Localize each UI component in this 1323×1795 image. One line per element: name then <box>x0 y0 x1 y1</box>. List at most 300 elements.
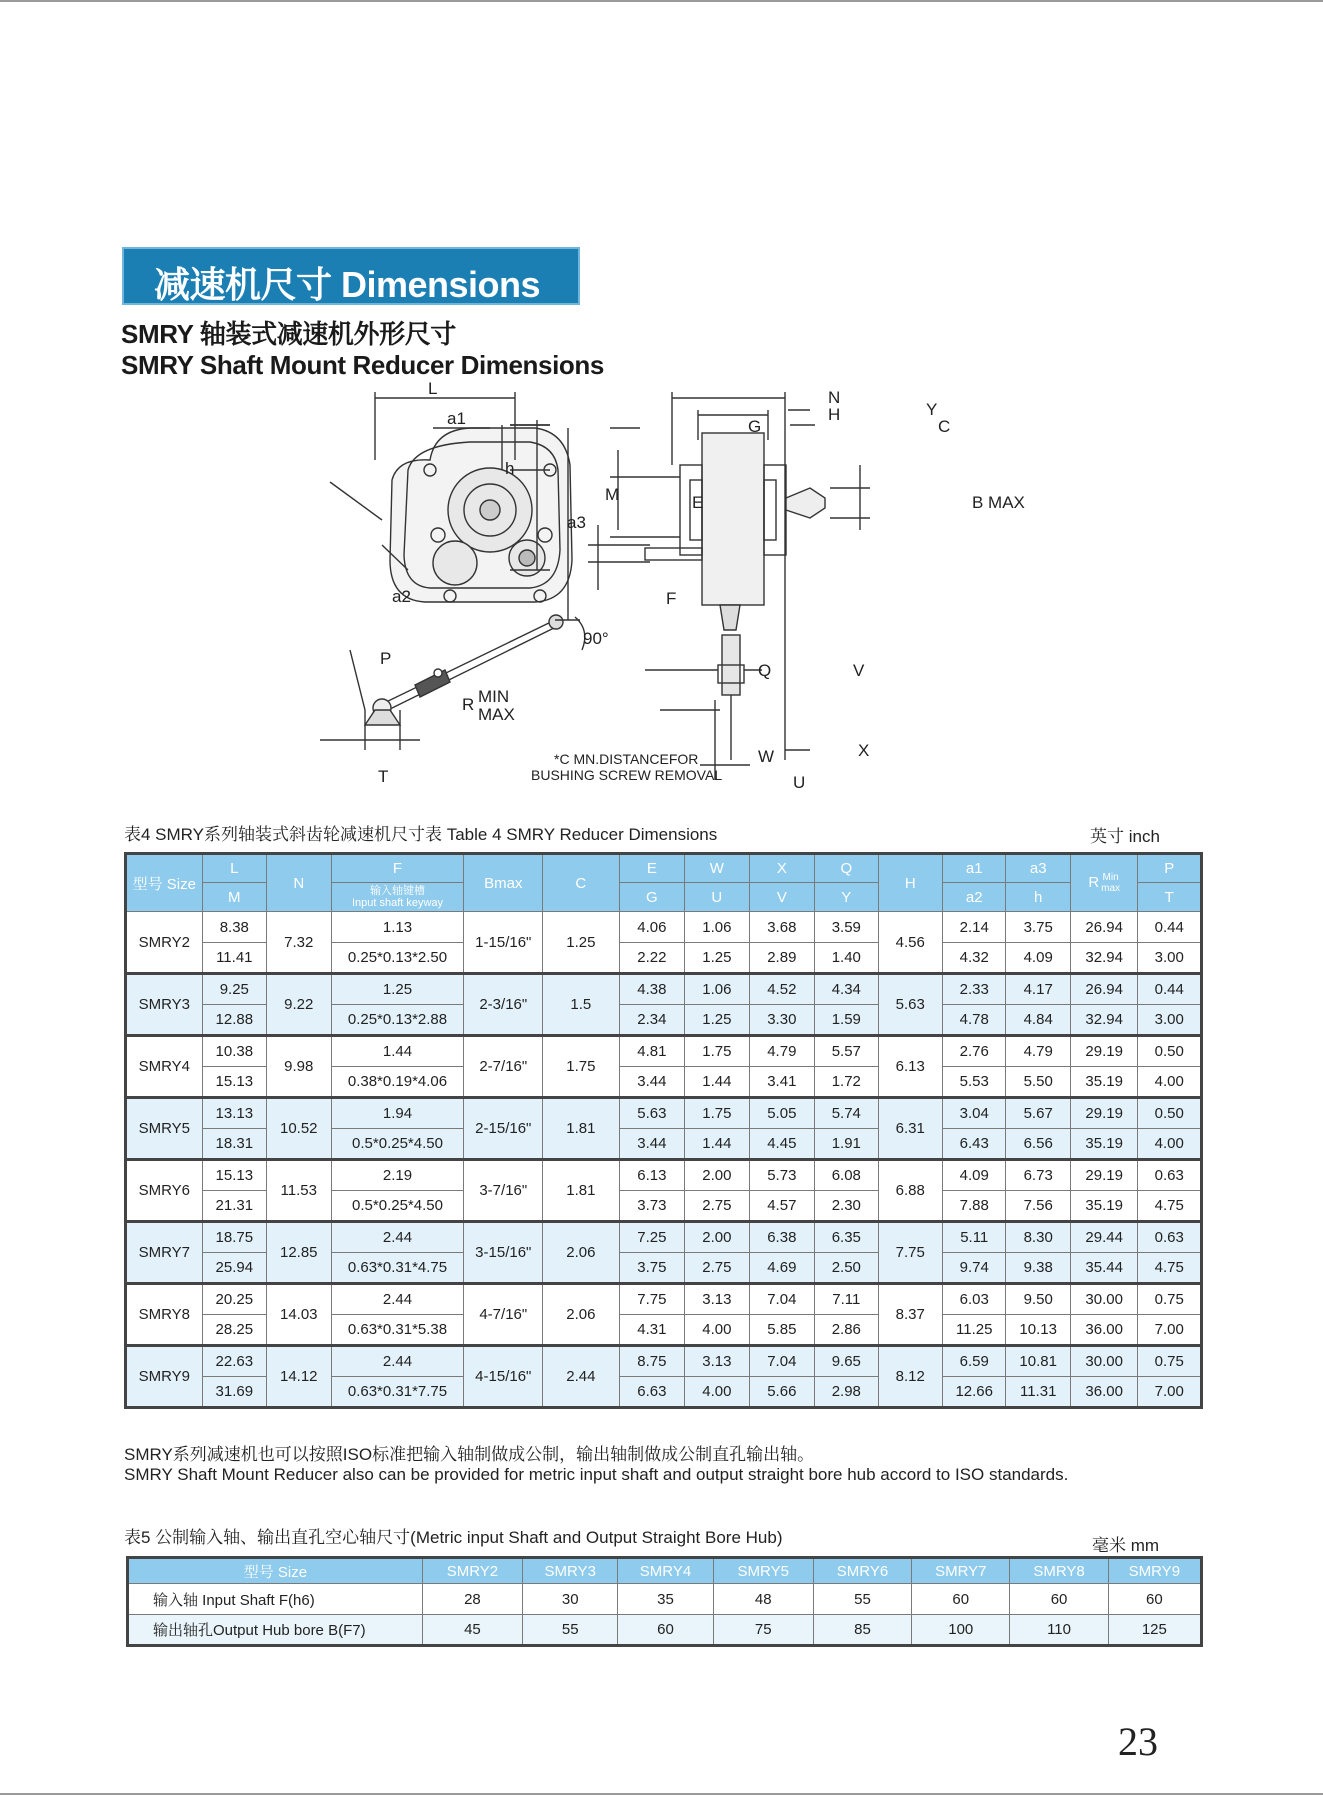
col-a1: a1 <box>943 854 1006 883</box>
cell-T: 7.00 <box>1138 1377 1202 1408</box>
t5-cell: 55 <box>813 1584 911 1615</box>
table-row <box>126 1222 1202 1253</box>
cell-Y: 2.50 <box>815 1253 878 1284</box>
t5-col-model: SMRY3 <box>523 1558 618 1584</box>
cell-Rmax: 35.44 <box>1070 1253 1138 1284</box>
cell-Bmax: 4-7/16" <box>464 1284 543 1346</box>
cell-size: SMRY9 <box>126 1346 203 1408</box>
cell-F: 1.25 <box>331 974 464 1005</box>
cell-F-keyway: 0.63*0.31*4.75 <box>331 1253 464 1284</box>
cell-T: 4.00 <box>1138 1129 1202 1160</box>
cell-F: 1.13 <box>331 912 464 943</box>
cell-T: 4.75 <box>1138 1191 1202 1222</box>
cell-Rmin: 26.94 <box>1070 912 1138 943</box>
dim-G: G <box>748 417 762 436</box>
reducer-dimension-drawing <box>320 370 1060 800</box>
t5-col-model: SMRY8 <box>1010 1558 1108 1584</box>
metric-shaft-table <box>126 1556 1203 1647</box>
note-english: SMRY Shaft Mount Reducer also can be provided for metric input shaft and output straight bore hub accord to ISO standards. <box>124 1465 1069 1484</box>
col-V: V <box>749 883 814 912</box>
col-Y: Y <box>815 883 878 912</box>
cell-M: 28.25 <box>202 1315 266 1346</box>
cell-Q: 5.74 <box>815 1098 878 1129</box>
table-row <box>126 912 1202 943</box>
cell-Y: 1.91 <box>815 1129 878 1160</box>
section-banner <box>122 247 580 305</box>
cell-a3: 4.79 <box>1006 1036 1070 1067</box>
cell-L: 10.38 <box>202 1036 266 1067</box>
cell-F: 2.44 <box>331 1222 464 1253</box>
col-X: X <box>749 854 814 883</box>
dim-R: R <box>462 695 475 714</box>
cell-W: 1.75 <box>685 1098 749 1129</box>
col-L: L <box>202 854 266 883</box>
cell-E: 4.81 <box>619 1036 684 1067</box>
cell-Bmax: 2-7/16" <box>464 1036 543 1098</box>
col-R-label: R <box>1088 873 1100 891</box>
t5-col-model: SMRY9 <box>1108 1558 1201 1584</box>
cell-W: 3.13 <box>685 1284 749 1315</box>
table-row <box>126 1160 1202 1191</box>
cell-L: 13.13 <box>202 1098 266 1129</box>
col-F-keyway-en: Input shaft keyway <box>351 897 444 909</box>
section-title: 减速机尺寸 Dimensions <box>154 264 541 305</box>
top-rule <box>0 0 1323 2</box>
cell-V: 2.89 <box>749 943 814 974</box>
cell-h: 4.09 <box>1006 943 1070 974</box>
col-G: G <box>619 883 684 912</box>
output-shaft-stub <box>786 488 825 518</box>
cell-Q: 5.57 <box>815 1036 878 1067</box>
cell-h: 9.38 <box>1006 1253 1070 1284</box>
cell-V: 4.69 <box>749 1253 814 1284</box>
cell-X: 4.79 <box>749 1036 814 1067</box>
cell-C: 1.5 <box>543 974 620 1036</box>
cell-F-keyway: 0.63*0.31*7.75 <box>331 1377 464 1408</box>
dim-Q: Q <box>758 661 772 680</box>
t5-cell: 85 <box>813 1615 911 1646</box>
cell-P: 0.50 <box>1138 1036 1202 1067</box>
cell-Rmin: 29.19 <box>1070 1036 1138 1067</box>
cell-Bmax: 2-3/16" <box>464 974 543 1036</box>
cell-Rmin: 29.44 <box>1070 1222 1138 1253</box>
reducer-dimensions-table <box>124 852 1203 1409</box>
cell-C: 1.81 <box>543 1098 620 1160</box>
cell-a3: 5.67 <box>1006 1098 1070 1129</box>
cell-Y: 1.59 <box>815 1005 878 1036</box>
cell-Rmax: 36.00 <box>1070 1377 1138 1408</box>
dim-90: 90° <box>583 629 609 648</box>
input-shaft <box>519 550 535 566</box>
col-size-label: 型号 Size <box>132 875 196 893</box>
cell-U: 2.75 <box>685 1191 749 1222</box>
dim-T: T <box>378 767 389 786</box>
dim-M: M <box>605 485 620 504</box>
cell-a3: 9.50 <box>1006 1284 1070 1315</box>
cell-Rmax: 32.94 <box>1070 1005 1138 1036</box>
t5-cell: 125 <box>1108 1615 1201 1646</box>
cell-F-keyway: 0.25*0.13*2.50 <box>331 943 464 974</box>
cell-N: 14.12 <box>267 1346 331 1408</box>
cell-Rmin: 30.00 <box>1070 1346 1138 1377</box>
col-E: E <box>619 854 684 883</box>
subtitle-english: SMRY Shaft Mount Reducer Dimensions <box>121 350 604 380</box>
t5-col-model: SMRY6 <box>813 1558 911 1584</box>
cell-Q: 9.65 <box>815 1346 878 1377</box>
cell-Rmax: 35.19 <box>1070 1191 1138 1222</box>
cell-T: 3.00 <box>1138 1005 1202 1036</box>
cell-h: 7.56 <box>1006 1191 1070 1222</box>
dim-U: U <box>793 773 806 792</box>
cell-Bmax: 3-7/16" <box>464 1160 543 1222</box>
cell-T: 3.00 <box>1138 943 1202 974</box>
cell-size: SMRY2 <box>126 912 203 974</box>
col-N: N <box>267 854 331 912</box>
cell-Y: 1.72 <box>815 1067 878 1098</box>
cell-X: 6.38 <box>749 1222 814 1253</box>
col-P: P <box>1138 854 1202 883</box>
cell-G: 6.63 <box>619 1377 684 1408</box>
dim-a2: a2 <box>392 587 411 606</box>
cell-C: 2.06 <box>543 1222 620 1284</box>
cell-size: SMRY3 <box>126 974 203 1036</box>
t5-cell: 60 <box>1010 1584 1108 1615</box>
dim-N-label: N <box>828 388 841 407</box>
cell-W: 1.06 <box>685 974 749 1005</box>
col-W: W <box>685 854 749 883</box>
table-row <box>128 1615 1202 1646</box>
cell-h: 11.31 <box>1006 1377 1070 1408</box>
col-Q: Q <box>815 854 878 883</box>
cell-E: 7.25 <box>619 1222 684 1253</box>
cell-Q: 6.08 <box>815 1160 878 1191</box>
dim-min: MIN <box>478 687 510 706</box>
t5-col-size: 型号 Size <box>128 1558 423 1584</box>
cell-P: 0.63 <box>1138 1222 1202 1253</box>
cell-a3: 6.73 <box>1006 1160 1070 1191</box>
table-row <box>126 1036 1202 1067</box>
table4-body <box>126 912 1202 1408</box>
cell-Q: 4.34 <box>815 974 878 1005</box>
cell-Rmax: 32.94 <box>1070 943 1138 974</box>
cell-H: 6.13 <box>878 1036 942 1098</box>
note-chinese: SMRY系列减速机也可以按照ISO标准把输入轴制做成公制，输出轴制做成公制直孔输出轴。 <box>124 1445 815 1464</box>
cell-F-keyway: 0.38*0.19*4.06 <box>331 1067 464 1098</box>
dim-max: MAX <box>478 705 515 724</box>
cell-size: SMRY8 <box>126 1284 203 1346</box>
cell-E: 5.63 <box>619 1098 684 1129</box>
t5-cell: 60 <box>1108 1584 1201 1615</box>
cell-H: 5.63 <box>878 974 942 1036</box>
cell-E: 6.13 <box>619 1160 684 1191</box>
col-C: C <box>543 854 620 912</box>
table5-caption: 表5 公制输入轴、输出直孔空心轴尺寸(Metric input Shaft and Output Straight Bore Hub) <box>124 1528 783 1547</box>
table-row <box>126 1346 1202 1377</box>
cell-P: 0.50 <box>1138 1098 1202 1129</box>
col-U: U <box>685 883 749 912</box>
table5-header-row <box>128 1558 1202 1584</box>
col-T: T <box>1138 883 1202 912</box>
cell-T: 7.00 <box>1138 1315 1202 1346</box>
t5-col-model: SMRY2 <box>422 1558 522 1584</box>
cell-M: 15.13 <box>202 1067 266 1098</box>
cell-V: 5.66 <box>749 1377 814 1408</box>
cell-G: 2.22 <box>619 943 684 974</box>
cell-size: SMRY7 <box>126 1222 203 1284</box>
cell-N: 9.98 <box>267 1036 331 1098</box>
dim-X: X <box>858 741 870 760</box>
cell-a1: 4.09 <box>943 1160 1006 1191</box>
cell-F-keyway: 0.63*0.31*5.38 <box>331 1315 464 1346</box>
cell-X: 5.73 <box>749 1160 814 1191</box>
t5-cell: 60 <box>912 1584 1010 1615</box>
cell-H: 6.88 <box>878 1160 942 1222</box>
cell-G: 3.44 <box>619 1067 684 1098</box>
cell-M: 11.41 <box>202 943 266 974</box>
cell-a3: 8.30 <box>1006 1222 1070 1253</box>
page-number: 23 <box>1118 1719 1158 1764</box>
cell-Bmax: 2-15/16" <box>464 1098 543 1160</box>
cell-G: 3.75 <box>619 1253 684 1284</box>
cell-U: 1.44 <box>685 1067 749 1098</box>
cell-G: 3.44 <box>619 1129 684 1160</box>
table5-body <box>128 1584 1202 1646</box>
cell-U: 1.25 <box>685 1005 749 1036</box>
cell-X: 4.52 <box>749 974 814 1005</box>
cell-Rmin: 29.19 <box>1070 1098 1138 1129</box>
table-row <box>126 1098 1202 1129</box>
cell-L: 9.25 <box>202 974 266 1005</box>
cell-N: 11.53 <box>267 1160 331 1222</box>
cell-Y: 2.30 <box>815 1191 878 1222</box>
cell-X: 5.05 <box>749 1098 814 1129</box>
cell-X: 7.04 <box>749 1284 814 1315</box>
t5-row-label: 输出轴孔Output Hub bore B(F7) <box>128 1615 423 1646</box>
cell-Q: 3.59 <box>815 912 878 943</box>
cell-M: 25.94 <box>202 1253 266 1284</box>
cell-a3: 3.75 <box>1006 912 1070 943</box>
t5-col-model: SMRY5 <box>713 1558 813 1584</box>
cell-U: 4.00 <box>685 1377 749 1408</box>
cell-M: 18.31 <box>202 1129 266 1160</box>
cell-F-keyway: 0.25*0.13*2.88 <box>331 1005 464 1036</box>
cell-a2: 12.66 <box>943 1377 1006 1408</box>
col-size <box>126 854 203 912</box>
col-a2: a2 <box>943 883 1006 912</box>
cell-L: 22.63 <box>202 1346 266 1377</box>
cell-a2: 4.78 <box>943 1005 1006 1036</box>
dim-C: C <box>938 417 951 436</box>
col-M: M <box>202 883 266 912</box>
cell-W: 2.00 <box>685 1160 749 1191</box>
cell-E: 4.38 <box>619 974 684 1005</box>
cell-E: 8.75 <box>619 1346 684 1377</box>
cell-N: 9.22 <box>267 974 331 1036</box>
cell-N: 10.52 <box>267 1098 331 1160</box>
cell-a1: 6.59 <box>943 1346 1006 1377</box>
t5-cell: 45 <box>422 1615 522 1646</box>
table4-caption: 表4 SMRY系列轴装式斜齿轮减速机尺寸表 Table 4 SMRY Reducer Dimensions <box>124 825 718 844</box>
table-row <box>126 1284 1202 1315</box>
cell-Bmax: 3-15/16" <box>464 1222 543 1284</box>
col-R-min: Min <box>1102 872 1119 883</box>
cell-F: 1.94 <box>331 1098 464 1129</box>
cell-size: SMRY5 <box>126 1098 203 1160</box>
t5-cell: 30 <box>523 1584 618 1615</box>
drawing-note-2: BUSHING SCREW REMOVAL <box>531 767 723 783</box>
table-row <box>126 974 1202 1005</box>
cell-Y: 2.86 <box>815 1315 878 1346</box>
cell-H: 4.56 <box>878 912 942 974</box>
cell-V: 3.30 <box>749 1005 814 1036</box>
cell-h: 5.50 <box>1006 1067 1070 1098</box>
cell-a2: 9.74 <box>943 1253 1006 1284</box>
dim-F: F <box>666 589 677 608</box>
t5-cell: 60 <box>618 1615 713 1646</box>
cell-X: 7.04 <box>749 1346 814 1377</box>
cell-X: 3.68 <box>749 912 814 943</box>
cell-M: 12.88 <box>202 1005 266 1036</box>
cell-a1: 2.14 <box>943 912 1006 943</box>
t5-cell: 48 <box>713 1584 813 1615</box>
cell-L: 15.13 <box>202 1160 266 1191</box>
cell-W: 1.75 <box>685 1036 749 1067</box>
subtitle-chinese: SMRY 轴装式减速机外形尺寸 <box>121 319 456 349</box>
cell-Y: 2.98 <box>815 1377 878 1408</box>
cell-U: 4.00 <box>685 1315 749 1346</box>
cell-P: 0.75 <box>1138 1346 1202 1377</box>
dim-L: L <box>428 379 438 398</box>
cell-V: 4.45 <box>749 1129 814 1160</box>
cell-a2: 11.25 <box>943 1315 1006 1346</box>
col-F-keyway <box>331 883 464 912</box>
col-R <box>1070 854 1138 912</box>
dim-h: h <box>505 459 515 478</box>
cell-T: 4.00 <box>1138 1067 1202 1098</box>
cell-a2: 5.53 <box>943 1067 1006 1098</box>
cell-P: 0.75 <box>1138 1284 1202 1315</box>
t5-cell: 75 <box>713 1615 813 1646</box>
cell-V: 5.85 <box>749 1315 814 1346</box>
dim-V: V <box>853 661 865 680</box>
cell-H: 6.31 <box>878 1098 942 1160</box>
col-F-keyway-cn: 输入轴键槽 <box>369 885 425 897</box>
cell-M: 31.69 <box>202 1377 266 1408</box>
cell-U: 1.25 <box>685 943 749 974</box>
side-housing <box>702 433 764 605</box>
cell-L: 20.25 <box>202 1284 266 1315</box>
cell-size: SMRY4 <box>126 1036 203 1098</box>
cell-P: 0.44 <box>1138 912 1202 943</box>
t5-cell: 110 <box>1010 1615 1108 1646</box>
col-a3: a3 <box>1006 854 1070 883</box>
t5-row-label: 输入轴 Input Shaft F(h6) <box>128 1584 423 1615</box>
col-H: H <box>878 854 942 912</box>
t5-cell: 28 <box>422 1584 522 1615</box>
t5-cell: 55 <box>523 1615 618 1646</box>
dim-a3: a3 <box>567 513 586 532</box>
cell-C: 2.44 <box>543 1346 620 1408</box>
cell-E: 4.06 <box>619 912 684 943</box>
cell-W: 3.13 <box>685 1346 749 1377</box>
cell-a2: 6.43 <box>943 1129 1006 1160</box>
col-h: h <box>1006 883 1070 912</box>
drawing-note-1: *C MN.DISTANCEFOR <box>554 751 699 767</box>
cell-size: SMRY6 <box>126 1160 203 1222</box>
cell-U: 1.44 <box>685 1129 749 1160</box>
cell-a1: 5.11 <box>943 1222 1006 1253</box>
cell-N: 7.32 <box>267 912 331 974</box>
cell-L: 8.38 <box>202 912 266 943</box>
cell-Q: 6.35 <box>815 1222 878 1253</box>
cell-a1: 3.04 <box>943 1098 1006 1129</box>
dim-a1: a1 <box>447 409 466 428</box>
cell-C: 1.75 <box>543 1036 620 1098</box>
cell-a3: 4.17 <box>1006 974 1070 1005</box>
cell-F: 2.44 <box>331 1284 464 1315</box>
cell-C: 1.81 <box>543 1160 620 1222</box>
dim-P: P <box>380 649 392 668</box>
cell-Q: 7.11 <box>815 1284 878 1315</box>
cell-F: 2.19 <box>331 1160 464 1191</box>
col-F: F <box>331 854 464 883</box>
cell-H: 7.75 <box>878 1222 942 1284</box>
cell-h: 10.13 <box>1006 1315 1070 1346</box>
cell-C: 2.06 <box>543 1284 620 1346</box>
cell-F-keyway: 0.5*0.25*4.50 <box>331 1191 464 1222</box>
cell-a1: 2.33 <box>943 974 1006 1005</box>
cell-F-keyway: 0.5*0.25*4.50 <box>331 1129 464 1160</box>
cell-Rmax: 35.19 <box>1070 1067 1138 1098</box>
t5-cell: 35 <box>618 1584 713 1615</box>
cell-Bmax: 1-15/16" <box>464 912 543 974</box>
cell-Rmax: 36.00 <box>1070 1315 1138 1346</box>
cell-V: 4.57 <box>749 1191 814 1222</box>
cell-U: 2.75 <box>685 1253 749 1284</box>
cell-C: 1.25 <box>543 912 620 974</box>
cell-L: 18.75 <box>202 1222 266 1253</box>
dim-E: E <box>692 493 704 512</box>
cell-a1: 2.76 <box>943 1036 1006 1067</box>
table-row <box>128 1584 1202 1615</box>
cell-T: 4.75 <box>1138 1253 1202 1284</box>
cell-N: 14.03 <box>267 1284 331 1346</box>
cell-Rmin: 29.19 <box>1070 1160 1138 1191</box>
cell-Rmin: 30.00 <box>1070 1284 1138 1315</box>
cell-Y: 1.40 <box>815 943 878 974</box>
t5-cell: 100 <box>912 1615 1010 1646</box>
dim-Y: Y <box>926 400 938 419</box>
t5-col-model: SMRY4 <box>618 1558 713 1584</box>
cell-F: 2.44 <box>331 1346 464 1377</box>
cell-H: 8.37 <box>878 1284 942 1346</box>
cell-G: 4.31 <box>619 1315 684 1346</box>
cell-E: 7.75 <box>619 1284 684 1315</box>
col-R-max: max <box>1101 883 1121 894</box>
cell-h: 6.56 <box>1006 1129 1070 1160</box>
dim-H: H <box>828 405 841 424</box>
cell-P: 0.63 <box>1138 1160 1202 1191</box>
cell-M: 21.31 <box>202 1191 266 1222</box>
table5-unit: 毫米 mm <box>1092 1536 1160 1555</box>
table4-unit: 英寸 inch <box>1090 827 1160 846</box>
cell-H: 8.12 <box>878 1346 942 1408</box>
cell-P: 0.44 <box>1138 974 1202 1005</box>
cell-V: 3.41 <box>749 1067 814 1098</box>
col-Bmax: Bmax <box>464 854 543 912</box>
cell-Rmax: 35.19 <box>1070 1129 1138 1160</box>
cell-a2: 7.88 <box>943 1191 1006 1222</box>
